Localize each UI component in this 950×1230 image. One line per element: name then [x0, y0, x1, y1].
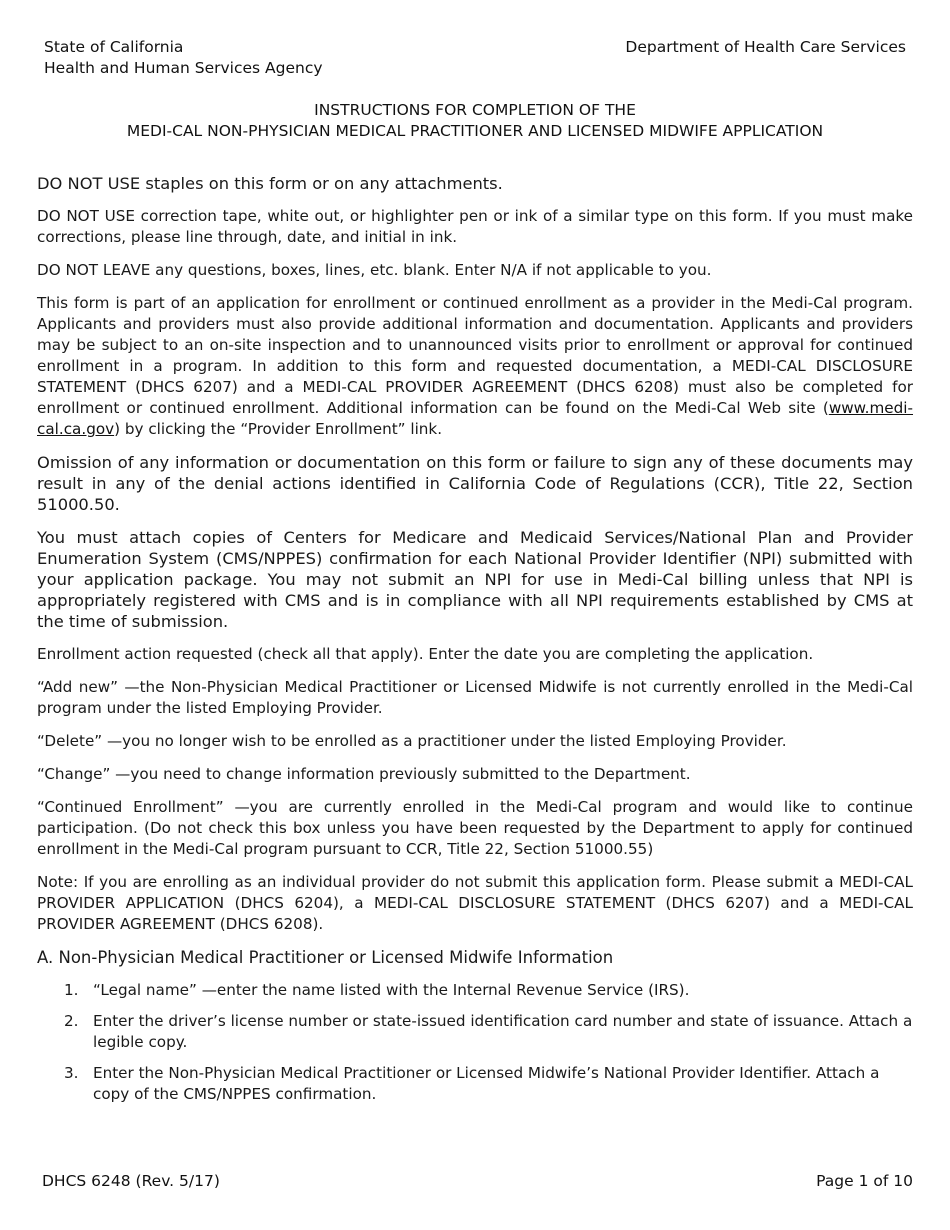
section-a-heading: A. Non-Physician Medical Practitioner or Licensed Midwife Information	[37, 948, 614, 967]
footer-page-number: Page 1 of 10	[816, 1172, 913, 1190]
list-item	[37, 1011, 913, 1053]
header-agency-name: Health and Human Services Agency	[44, 59, 323, 77]
form-part-text-1: This form is part of an application for enrollment or continued enrollment as a provider in the Medi-Cal program. Applicants and providers must also provide additional information and documentation. Applicants and providers may be subject to an on-site inspection and to unannounced visits prior to enrollment or approval for continued enrollment in a program. In addition to this form and requested documentation, a MEDI-CAL DISCLOSURE STATEMENT (DHCS 6207) and a MEDI-CAL PROVIDER AGREEMENT (DHCS 6208) must also be completed for enrollment or continued enrollment. Additional information can be found on the Medi-Cal Web site (	[37, 294, 913, 417]
instruction-add-new: “Add new” —the Non-Physician Medical Practitioner or Licensed Midwife is not currently enrolled in the Medi-Cal program under the listed Employing Provider.	[37, 678, 913, 717]
list-item-number: 2.	[64, 1012, 79, 1030]
instruction-no-blank: DO NOT LEAVE any questions, boxes, lines, etc. blank. Enter N/A if not applicable to you.	[37, 261, 712, 279]
medi-cal-website-link[interactable]: www.medi-cal.ca.gov	[37, 399, 913, 438]
form-part-text-2: ) by clicking the “Provider Enrollment” link.	[114, 420, 443, 438]
title-line-1: INSTRUCTIONS FOR COMPLETION OF THE	[314, 101, 636, 119]
instructions-body	[37, 173, 913, 1115]
section-a-list	[37, 980, 913, 1105]
footer-form-id: DHCS 6248 (Rev. 5/17)	[42, 1172, 220, 1190]
instruction-delete: “Delete” —you no longer wish to be enrolled as a practitioner under the listed Employing Provider.	[37, 732, 787, 750]
list-item-number: 3.	[64, 1064, 79, 1082]
instruction-form-part	[37, 293, 913, 440]
header-state: State of California	[44, 38, 184, 56]
header-department: Department of Health Care Services	[625, 38, 906, 56]
instruction-omission: Omission of any information or documentation on this form or failure to sign any of these documents may result in any of the denial actions identified in California Code of Regulations (CCR), Title 22, Section 51000.50.	[37, 453, 913, 514]
list-item	[37, 1063, 913, 1105]
list-item-number: 1.	[64, 981, 79, 999]
list-item	[37, 980, 913, 1001]
list-item-text: “Legal name” —enter the name listed with the Internal Revenue Service (IRS).	[93, 981, 690, 999]
instruction-enrollment-action: Enrollment action requested (check all that apply). Enter the date you are completing the application.	[37, 645, 814, 663]
instruction-no-staples: DO NOT USE staples on this form or on any attachments.	[37, 174, 503, 193]
list-item-text: Enter the Non-Physician Medical Practitioner or Licensed Midwife’s National Provider Identifier. Attach a copy of the CMS/NPPES confirmation.	[93, 1064, 880, 1103]
list-item-text: Enter the driver’s license number or state-issued identification card number and state of issuance. Attach a legible copy.	[93, 1012, 913, 1051]
instruction-no-correction: DO NOT USE correction tape, white out, or highlighter pen or ink of a similar type on this form. If you must make corrections, please line through, date, and initial in ink.	[37, 207, 913, 246]
title-line-2: MEDI-CAL NON-PHYSICIAN MEDICAL PRACTITIONER AND LICENSED MIDWIFE APPLICATION	[126, 122, 824, 140]
page-title	[0, 100, 950, 142]
instruction-note: Note: If you are enrolling as an individual provider do not submit this application form. Please submit a MEDI-CAL PROVIDER APPLICATION (DHCS 6204), a MEDI-CAL DISCLOSURE STATEMENT (DHCS 6207) and a MEDI-CAL PROVIDER AGREEMENT (DHCS 6208).	[37, 873, 913, 933]
instruction-attach-npi: You must attach copies of Centers for Medicare and Medicaid Services/National Plan and Provider Enumeration System (CMS/NPPES) confirmation for each National Provider Identifier (NPI) submitted with your application package. You may not submit an NPI for use in Medi-Cal billing unless that NPI is appropriately registered with CMS and is in compliance with all NPI requirements established by CMS at the time of submission.	[37, 528, 913, 631]
header-agency	[44, 37, 323, 79]
instruction-change: “Change” —you need to change information previously submitted to the Department.	[37, 765, 691, 783]
instruction-continued-enrollment: “Continued Enrollment” —you are currently enrolled in the Medi-Cal program and would like to continue participation. (Do not check this box unless you have been requested by the Department to apply for continued enrollment in the Medi-Cal program pursuant to CCR, Title 22, Section 51000.55)	[37, 798, 913, 858]
